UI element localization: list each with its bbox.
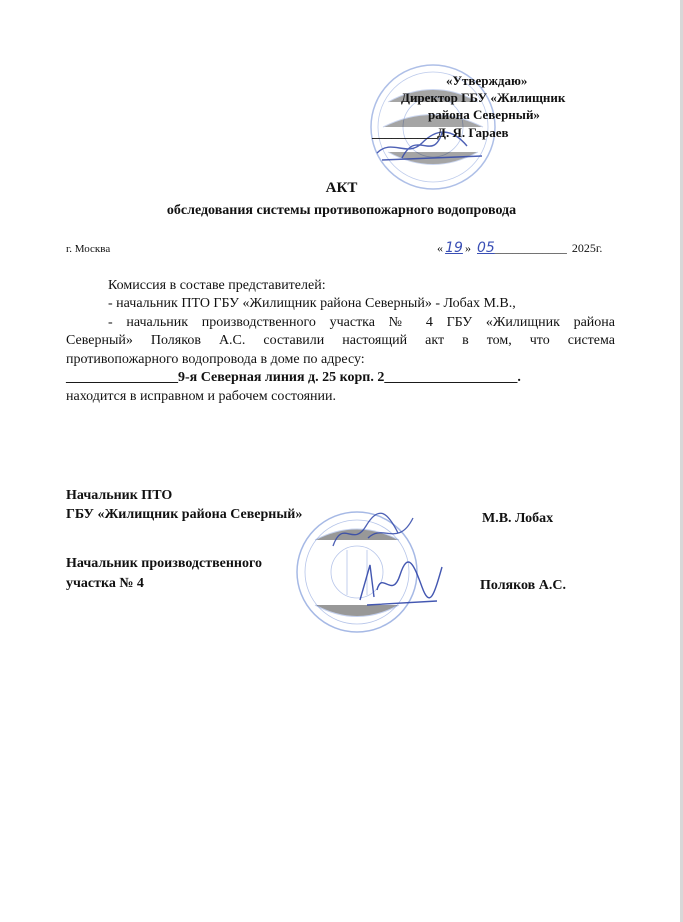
date-day: 19 bbox=[445, 240, 463, 256]
date-year: 2025г. bbox=[571, 241, 603, 255]
approval-line-4 bbox=[372, 125, 508, 141]
address-line bbox=[66, 369, 521, 387]
date-open-quote: « bbox=[437, 241, 443, 255]
signatory-1-name: М.В. Лобах bbox=[482, 511, 554, 526]
approval-line-3: района Северный» bbox=[428, 107, 540, 122]
approval-line-1: «Утверждаю» bbox=[446, 73, 528, 88]
city: г. Москва bbox=[66, 243, 111, 255]
director-name: Д. Я. Гараев bbox=[437, 125, 509, 140]
document-subtitle: обследования системы противопожарного водопровода bbox=[166, 203, 517, 218]
signatory-1-title-1: Начальник ПТО bbox=[66, 488, 173, 503]
signatory-2-title-1: Начальник производственного bbox=[66, 556, 262, 571]
date-month-blank: ____________ bbox=[494, 241, 567, 255]
address-blank-left: ________________ bbox=[66, 370, 178, 385]
approval-line-2: Директор ГБУ «Жилищник bbox=[401, 90, 566, 105]
lobakh-signature bbox=[328, 508, 418, 553]
approval-signature-blank: __________ bbox=[372, 125, 437, 140]
address-blank-right: ___________________. bbox=[384, 370, 521, 385]
condition-statement: находится в исправном и рабочем состоянии. bbox=[66, 389, 336, 404]
signatory-2-name: Поляков А.С. bbox=[480, 578, 566, 593]
date-close-quote: » bbox=[465, 241, 471, 255]
member-2-line-2: Северный» Поляков А.С. составили настоящий акт в том, что система bbox=[66, 333, 615, 348]
member-2-line-3: противопожарного водопровода в доме по адресу: bbox=[66, 352, 365, 367]
member-2-line-1: - начальник производственного участка № 4 ГБУ «Жилищник района bbox=[108, 315, 615, 330]
address: 9-я Северная линия д. 25 корп. 2 bbox=[178, 370, 385, 385]
document-title: АКТ bbox=[325, 180, 358, 196]
date-month: 05 bbox=[477, 240, 495, 256]
polyakov-signature bbox=[352, 555, 447, 610]
member-1: - начальник ПТО ГБУ «Жилищник района Северный» - Лобах М.В., bbox=[108, 296, 516, 311]
signatory-1-title-2: ГБУ «Жилищник района Северный» bbox=[66, 507, 303, 522]
commission-intro: Комиссия в составе представителей: bbox=[108, 278, 326, 293]
signatory-2-title-2: участка № 4 bbox=[66, 576, 144, 591]
date-line bbox=[437, 240, 602, 256]
